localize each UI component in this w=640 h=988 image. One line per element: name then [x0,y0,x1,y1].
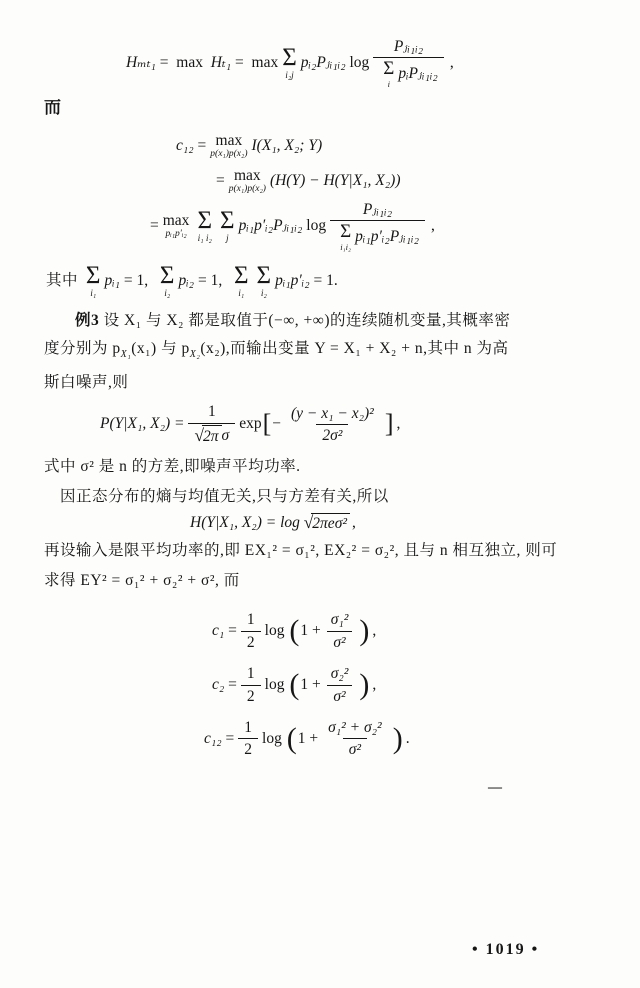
fraction [373,36,444,90]
density-subscript-x1: X₁ [120,349,132,361]
sum-limits: i₂ [164,288,171,299]
constraint-term: pᵢ₂ [178,272,195,290]
fraction-half [241,609,261,653]
sigma-symbol: Σ [159,261,175,289]
one-plus: 1 + [300,622,321,640]
sum-limits: i₂ [260,288,267,299]
text-variance-note: 式中 σ² 是 n 的方差,即噪声平均功率. [44,458,301,476]
fraction [188,401,235,447]
fraction-numerator: Pⱼᵢ₁ᵢ₂ [393,38,424,55]
equation-c1: c₁ = $\frac{1}{2}$ log ( 1 + $\frac{\text{σ₁²}}{\text{σ²}}$ ) , [212,609,640,653]
max-limits: pᵢ₁p′ᵢ₂ [165,229,187,240]
sigma-symbol: Σ [220,206,235,234]
sum-limits: i₁ [90,288,97,299]
text-output-power: 求得 EY² = σ₁² + σ₂² + σ², 而 [44,572,240,590]
fraction-denominator: σ² [327,685,351,707]
sigma-symbol: Σ [85,261,101,289]
example-line3: 斯白噪声,则 [44,374,129,392]
equals: = [216,172,225,190]
punctuation: , [351,514,356,532]
sigma-symbol: Σ [197,206,212,234]
fraction-denominator: σ² [343,738,367,760]
fraction [285,403,380,447]
denominator-terms: pᵢPⱼᵢ₁ᵢ₂ [398,65,438,83]
mutual-information: I(X₁, X₂; Y) [251,136,323,154]
sigma-symbol: Σ [340,221,352,243]
example-line2-c: (x₂),而输出变量 Y = X₁ + X₂ + n,其中 n 为高 [200,340,509,358]
equation-c12-line1 [176,132,640,160]
fraction-half [241,663,261,707]
fraction-denominator [330,220,425,253]
constraint-value: = 1. [313,272,338,290]
equals: = [159,53,169,71]
minus-sign: − [272,415,281,433]
sum-operator [257,263,272,300]
sigma-symbol: Σ [256,261,272,289]
equation-c12-capacity: c₁₂ = $\frac{1}{2}$ log ( 1 + $\frac{\text{σ₁² + σ₂²}}{\text{σ²}}$ ) . [204,717,640,761]
sum-limits: i₁ [238,288,245,299]
sum-limits: j [225,233,229,244]
fraction-denominator: 2 [238,738,258,760]
equation-c2: c₂ = $\frac{1}{2}$ log ( 1 + $\frac{\text{σ₂²}}{\text{σ²}}$ ) , [212,663,640,707]
example-line2-a: 度分别为 p [44,340,121,358]
max-with-limits [210,132,247,160]
sum-operator [86,263,101,300]
fraction-snr [322,717,388,761]
paragraph-example3 [44,307,614,397]
fraction-numerator: Pⱼᵢ₁ᵢ₂ [362,200,393,218]
fraction-numerator: (y − x₁ − x₂)² [291,404,374,422]
fraction-denominator: 2 [241,631,261,653]
c2-lhs: c₂ [212,676,225,694]
example-line1: 设 X₁ 与 X₂ 都是取值于(−∞, +∞)的连续随机变量,其概率密 [99,312,511,330]
sum-limits: i [387,79,391,90]
sigma-term: σ [221,426,230,444]
denominator-terms: pᵢ₁p′ᵢ₂Pⱼᵢ₁ᵢ₂ [355,228,419,246]
text-normal-entropy: 因正态分布的熵与均值无关,只与方差有关,所以 [60,488,389,506]
fraction-numerator: σ₂² [330,665,349,683]
fraction-numerator: σ₁² + σ₂² [328,718,382,736]
sqrt-symbol: √ [303,513,314,533]
sigma-symbol: Σ [233,261,249,289]
max-operator: max [234,167,261,185]
sigma-symbol: Σ [282,43,297,71]
sum-operator [160,263,175,300]
text-power-constraint: 再设输入是限平均功率的,即 EX₁² = σ₁², EX₂² = σ₂², 且与 n 相互独立, 则可 [44,542,558,560]
log-operator: log [264,676,285,694]
sqrt-symbol: √ [194,425,205,445]
fraction-numerator: σ₁² [330,611,349,629]
fraction-numerator: 1 [246,611,255,629]
fraction-half [238,717,258,761]
density-subscript-x2: X₂ [189,349,201,361]
fraction-denominator: 2σ² [316,424,348,446]
max-operator: max [162,212,190,230]
constraint-prefix: 其中 [46,272,79,290]
c1-lhs: c₁ [212,622,225,640]
constraint-term: pᵢ₁p′ᵢ₂ [275,272,310,290]
fraction-numerator: 1 [246,665,255,683]
max-limits: p(x₁)p(x₂) [228,184,266,195]
sum-limits: i₁i₂ [340,242,351,253]
example-label: 例3 [75,312,100,330]
fraction-snr [325,663,355,707]
punctuation: , [396,415,401,433]
punctuation: . [405,729,410,747]
fraction-denominator: 2 [241,685,261,707]
sum-operator [340,222,351,252]
punctuation: , [430,216,435,234]
fraction-denominator: σ² [327,631,351,653]
sum-operator [383,59,394,89]
fraction-denominator [373,57,444,90]
summand: pᵢ₁p′ᵢ₂Pⱼᵢ₁ᵢ₂ [238,217,303,235]
stray-mark: — [488,780,502,795]
log-operator: log [349,53,370,71]
sum-limits: i₁ i₂ [197,233,212,244]
radicand: 2π [202,425,222,446]
fraction-numerator: 1 [207,403,216,421]
punctuation: , [449,53,454,71]
max-operator: max [251,53,279,71]
one-plus: 1 + [300,676,321,694]
constraint-value: = 1, [123,272,149,290]
equation-conditional-entropy [190,513,640,533]
equals: = [197,136,207,154]
constraint-term: pᵢ₁ [104,272,121,290]
equals: = [228,676,237,694]
equation-h-max [126,36,640,90]
sum-operator [197,208,212,245]
density-lhs: P(Y|X₁, X₂) = [100,415,185,433]
radicand: 2πeσ² [311,513,350,533]
log-operator: log [262,729,282,747]
equals: = [228,622,237,640]
page-number: • 1019 • [472,941,540,958]
entropy-difference: (H(Y) − H(Y|X₁, X₂)) [269,172,401,190]
equation-c12-line3 [150,199,640,253]
sum-operator [234,263,249,300]
fraction-numerator: 1 [244,718,253,736]
max-operator: max [215,131,243,149]
equation-constraints [46,263,640,300]
equals: = [225,729,235,747]
fraction-denominator [188,423,235,448]
max-operator: max [176,53,203,71]
max-with-limits [229,167,266,195]
equals: = [150,216,159,234]
sigma-symbol: Σ [383,58,395,80]
equation-gaussian-density: P(Y|X₁, X₂) = 1 √ 2π σ exp [ − $\frac{\text{(y − x₁ − x₂)²}}{\text{2σ²}}$ ] , [100,401,640,447]
punctuation: , [372,622,377,640]
entropy-lhs: H(Y|X₁, X₂) = log [190,514,300,532]
fraction-snr [325,609,355,653]
log-operator: log [306,216,327,234]
log-operator: log [264,622,285,640]
summand: pᵢ₂Pⱼᵢ₁ᵢ₂ [300,54,346,72]
one-plus: 1 + [297,729,319,747]
example-line2-b: (x₁) 与 p [131,340,190,358]
fraction [330,199,425,253]
equals: = [235,53,244,71]
equation-c12-line2 [216,167,640,195]
max-with-limits [163,212,190,240]
sum-limits: i₂j [285,70,294,81]
constraint-value: = 1, [197,272,223,290]
punctuation: , [372,676,377,694]
max-limits: p(x₁)p(x₂) [210,148,248,159]
sum-operator [282,45,297,82]
connector-text: 而 [44,97,62,117]
h-mid: Hₜ₁ [210,54,232,72]
sum-operator [220,208,235,245]
exp-operator: exp [239,415,262,433]
c12-lhs: c₁₂ [204,729,222,747]
c12-lhs: c₁₂ [176,136,194,154]
h-lhs: Hₘₜ₁ [126,54,156,72]
